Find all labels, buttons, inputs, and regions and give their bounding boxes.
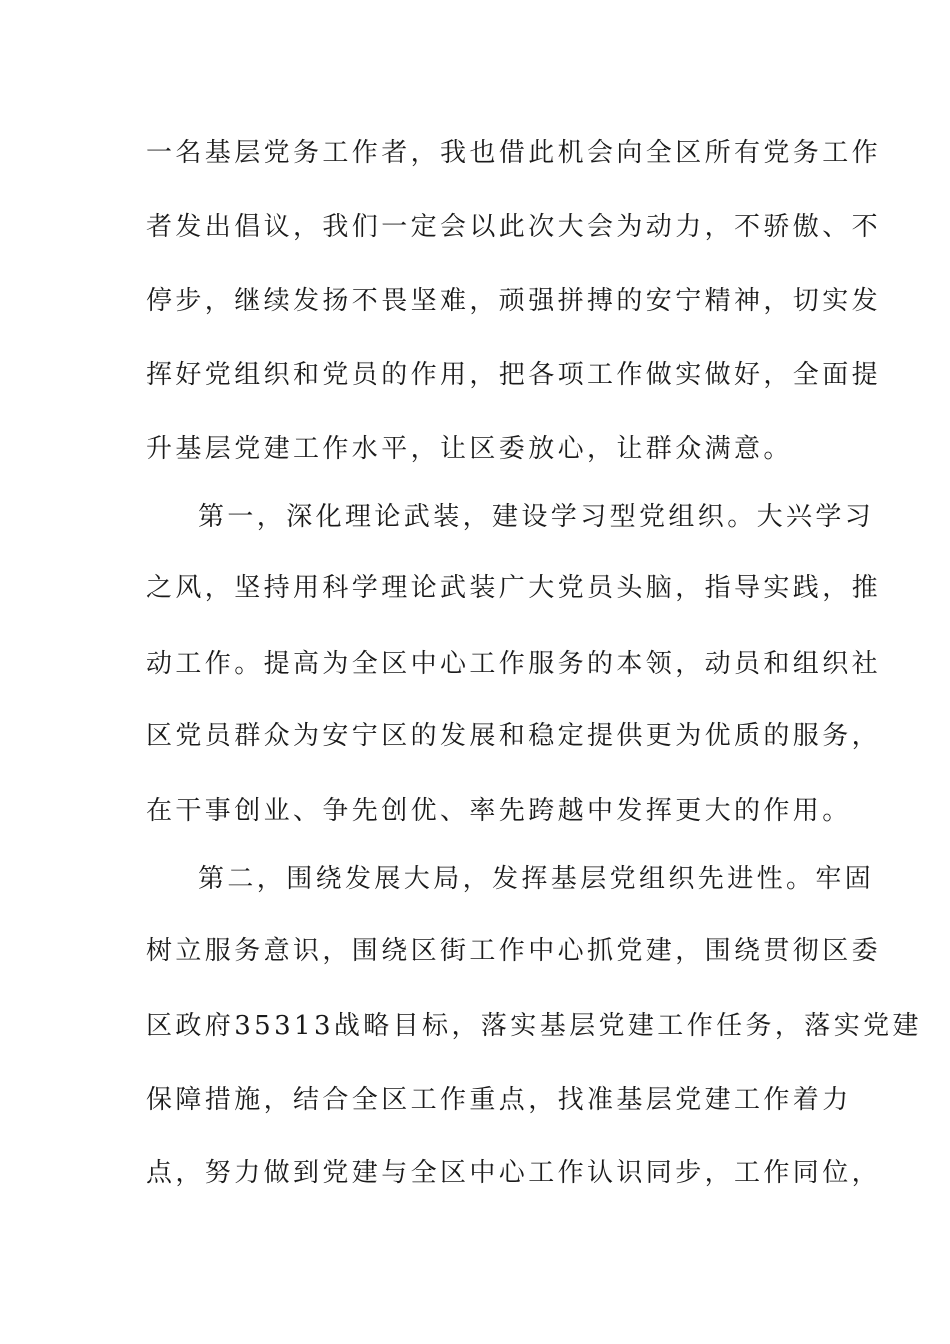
- text-line: 者发出倡议，我们一定会以此次大会为动力，不骄傲、不: [146, 212, 882, 242]
- text-line: 区党员群众为安宁区的发展和稳定提供更为优质的服务，: [146, 721, 882, 751]
- text-line: 一名基层党务工作者，我也借此机会向全区所有党务工作: [146, 138, 882, 168]
- text-line: 保障措施，结合全区工作重点，找准基层党建工作着力: [146, 1085, 852, 1115]
- text-line: 树立服务意识，围绕区街工作中心抓党建，围绕贯彻区委: [146, 936, 882, 966]
- text-line: 点，努力做到党建与全区中心工作认识同步，工作同位，: [146, 1158, 882, 1188]
- text-line: 区政府35313战略目标，落实基层党建工作任务，落实党建: [146, 1011, 922, 1041]
- text-line: 升基层党建工作水平，让区委放心，让群众满意。: [146, 434, 793, 464]
- text-line: 动工作。提高为全区中心工作服务的本领，动员和组织社: [146, 649, 882, 679]
- paragraph-first-line: 第一，深化理论武装，建设学习型党组织。大兴学习: [198, 502, 875, 532]
- text-line: 在干事创业、争先创优、率先跨越中发挥更大的作用。: [146, 796, 852, 826]
- paragraph-first-line: 第二，围绕发展大局，发挥基层党组织先进性。牢固: [198, 864, 875, 894]
- text-line: 挥好党组织和党员的作用，把各项工作做实做好，全面提: [146, 360, 882, 390]
- text-line: 之风，坚持用科学理论武装广大党员头脑，指导实践，推: [146, 573, 882, 603]
- text-line: 停步，继续发扬不畏坚难，顽强拼搏的安宁精神，切实发: [146, 286, 882, 316]
